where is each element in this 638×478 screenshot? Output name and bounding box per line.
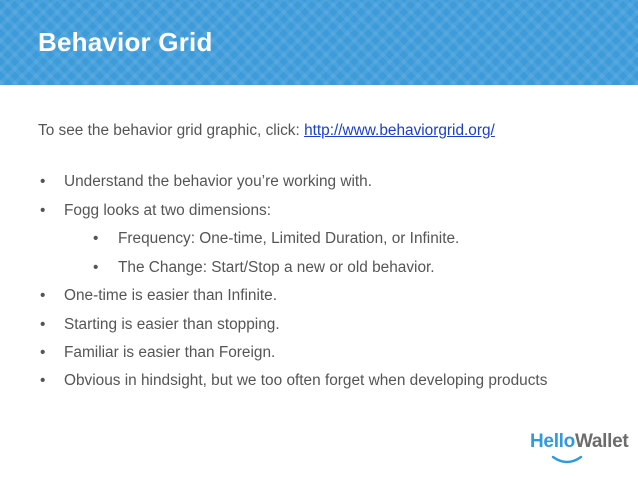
bullet-dot: • bbox=[40, 344, 46, 361]
logo-smile-icon bbox=[551, 455, 583, 465]
slide-header bbox=[0, 0, 638, 85]
bullet-text: The Change: Start/Stop a new or old behavior. bbox=[118, 258, 435, 276]
bullet-text: Familiar is easier than Foreign. bbox=[64, 344, 276, 361]
bullet-dot: • bbox=[93, 230, 99, 247]
behaviorgrid-link[interactable]: http://www.behaviorgrid.org/ bbox=[304, 122, 495, 139]
bullet-item bbox=[38, 342, 598, 365]
bullet-text: One-time is easier than Infinite. bbox=[64, 287, 278, 304]
bullet-item bbox=[38, 285, 598, 308]
sub-bullet-item bbox=[38, 257, 598, 280]
intro-line bbox=[38, 120, 598, 142]
bullet-item bbox=[38, 200, 598, 223]
bullet-list bbox=[38, 171, 598, 391]
bullet-item bbox=[38, 314, 598, 337]
bullet-dot: • bbox=[40, 173, 46, 190]
bullet-dot: • bbox=[40, 371, 46, 389]
bullet-dot: • bbox=[40, 201, 46, 219]
bullet-text: Frequency: One-time, Limited Duration, or Infinite. bbox=[118, 230, 460, 247]
bullet-dot: • bbox=[40, 315, 46, 333]
slide-title: Behavior Grid bbox=[38, 27, 213, 57]
bullet-text: Understand the behavior you’re working with. bbox=[64, 173, 372, 190]
bullet-dot: • bbox=[40, 287, 46, 304]
bullet-item bbox=[38, 171, 598, 194]
hellowallet-logo bbox=[530, 431, 628, 453]
bullet-dot: • bbox=[93, 258, 99, 276]
slide-content bbox=[38, 120, 598, 397]
bullet-text: Starting is easier than stopping. bbox=[64, 315, 280, 333]
bullet-item bbox=[38, 371, 598, 391]
bullet-text: Fogg looks at two dimensions: bbox=[64, 201, 272, 219]
intro-text: To see the behavior grid graphic, click: bbox=[38, 122, 305, 139]
sub-bullet-item bbox=[38, 228, 598, 251]
bullet-text: Obvious in hindsight, but we too often forget when developing products bbox=[64, 371, 548, 389]
logo-wallet: Wallet bbox=[574, 431, 629, 452]
logo-hello: Hello bbox=[530, 431, 575, 452]
